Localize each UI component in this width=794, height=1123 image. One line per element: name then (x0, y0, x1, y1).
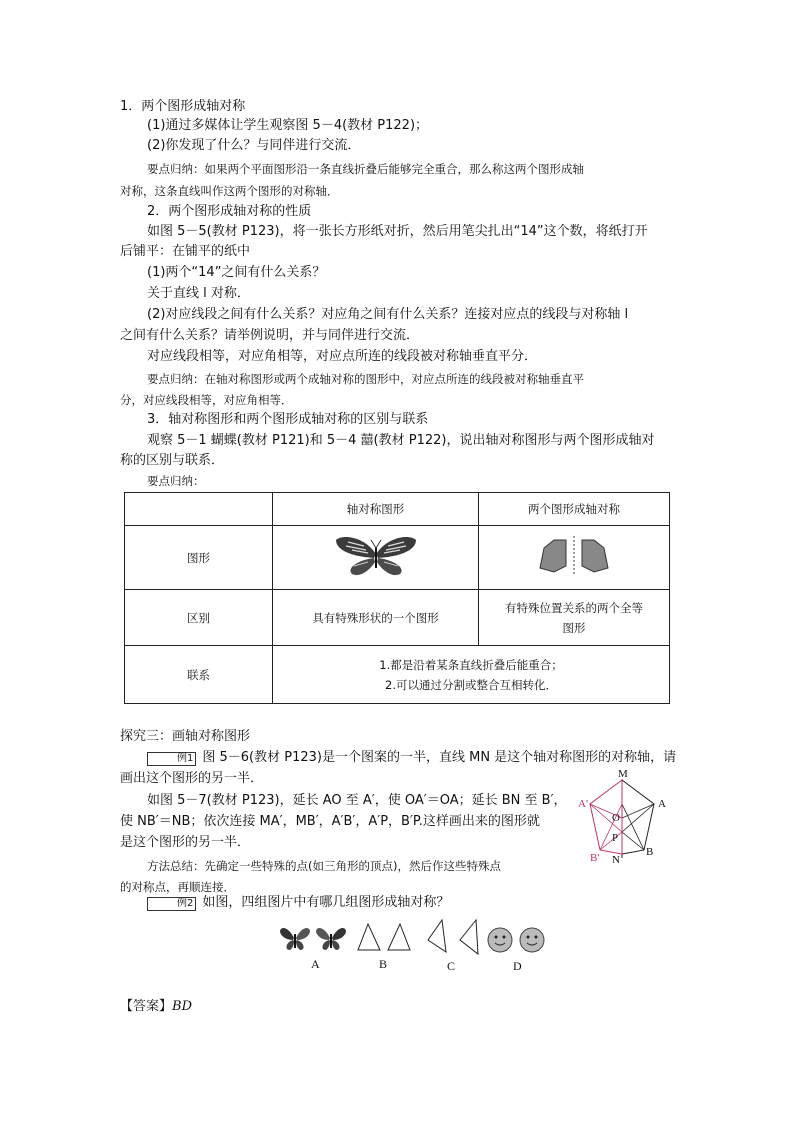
s2-key-line1: 要点归纳：在轴对称图形或两个成轴对称的图形中，对应点所连的线段被对称轴垂直平 (147, 372, 584, 386)
triangle-pair-icon (356, 922, 412, 954)
ex1-badge: 例1 (147, 752, 196, 766)
two-hexagons-figure (479, 526, 670, 590)
option-b-label: B (379, 957, 388, 971)
ex1-line1 (120, 748, 675, 768)
pentagon-figure (578, 768, 678, 866)
option-d-label: D (513, 959, 522, 973)
table-row-relation-label: 联系 (125, 646, 273, 704)
label-A: A (658, 798, 666, 810)
s2-intro-line2: 后铺平：在铺平的纸中 (120, 244, 251, 259)
option-d-faces (486, 926, 546, 954)
option-c-shapes (424, 918, 480, 956)
ex1-line2: 画出这个图形的另一半． (120, 771, 264, 786)
table-cell-two-figures-line2: 图形 (562, 620, 586, 635)
butterfly-pair-icon (278, 922, 350, 954)
two-shapes-icon (532, 534, 616, 578)
s2-intro-line1: 如图 5－5(教材 P123)，将一张长方形纸对折，然后用笔尖扎出“14”这个数，将纸打开 (147, 224, 648, 239)
table-relation-line2: 2.可以通过分割或整合互相转化． (385, 677, 557, 692)
table-cell-two-figures (479, 590, 670, 646)
ex1-solution-line2: 使 NB′＝NB；依次连接 MA′，MB′，A′B′，A′P，B′P.这样画出来的图形就 (120, 814, 540, 829)
butterfly-icon (334, 534, 418, 578)
s3-obs-line2: 称的区别与联系． (120, 453, 225, 468)
answer-line (120, 997, 675, 1017)
s2-title: 2．两个图形成轴对称的性质 (147, 204, 312, 219)
table-row-figure-label: 图形 (125, 526, 273, 590)
s3-key: 要点归纳： (147, 474, 205, 488)
s1-q2: (2)你发现了什么？与同伴进行交流． (147, 138, 361, 153)
label-O: O (612, 812, 620, 824)
label-A-prime: A′ (578, 798, 589, 810)
s2-a2: 对应线段相等，对应角相等，对应点所连的线段被对称轴垂直平分． (147, 349, 538, 364)
table-header-axis-symmetric: 轴对称图形 (273, 493, 479, 526)
slanted-shapes-icon (424, 918, 480, 956)
s2-q2-line1: (2)对应线段之间有什么关系？对应角之间有什么关系？连接对应点的线段与对称轴 l (147, 307, 629, 322)
method-summary-line2: 的对称点，再顺连接． (120, 880, 235, 894)
label-N: N (612, 854, 620, 866)
answer-label: 【答案】 (120, 999, 173, 1014)
table-cell-relation (273, 646, 670, 704)
table-relation-line1: 1.都是沿着某条直线折叠后能重合； (379, 657, 563, 672)
option-c-label: C (447, 959, 456, 973)
butterfly-figure (273, 526, 479, 590)
ex1-solution-line1: 如图 5－7(教材 P123)，延长 AO 至 A′，使 OA′＝OA；延长 BN 至 B′， (147, 793, 567, 808)
table-corner (125, 493, 273, 526)
table-cell-single-figure: 具有特殊形状的一个图形 (273, 590, 479, 646)
s1-key-line1: 要点归纳：如果两个平面图形沿一条直线折叠后能够完全重合，那么称这两个图形成轴 (147, 162, 584, 176)
s1-q1: (1)通过多媒体让学生观察图 5－4(教材 P122)； (147, 118, 429, 133)
label-M: M (618, 768, 628, 780)
ex1-solution-line3: 是这个图形的另一半． (120, 835, 251, 850)
s2-q2-line2: 之间有什么关系？请举例说明，并与同伴进行交流． (120, 328, 420, 343)
ex2-line (120, 893, 675, 913)
s3-title: 3．轴对称图形和两个图形成轴对称的区别与联系 (147, 412, 429, 427)
ex2-badge: 例2 (147, 897, 196, 911)
smiley-pair-icon (486, 926, 546, 954)
method-summary-line1: 方法总结：先确定一些特殊的点(如三角形的顶点)，然后作这些特殊点 (147, 859, 501, 873)
ex2-text: 如图，四组图片中有哪几组图形成轴对称？ (202, 895, 450, 910)
table-cell-two-figures-line1: 有特殊位置关系的两个全等 (505, 600, 643, 615)
explore-title: 探究三：画轴对称图形 (120, 729, 251, 744)
label-B: B (646, 846, 654, 858)
summary-table (124, 492, 670, 704)
s1-key-line2: 对称，这条直线叫作这两个图形的对称轴． (120, 184, 339, 198)
ex1-text: 图 5－6(教材 P123)是一个图案的一半，直线 MN 是这个轴对称图形的对称轴，请 (202, 750, 677, 765)
s2-key-line2: 分，对应线段相等，对应角相等． (120, 393, 293, 407)
option-a-label: A (311, 957, 320, 971)
answer-value: BD (172, 999, 192, 1014)
s1-title: 1．两个图形成轴对称 (120, 99, 246, 114)
option-b-triangles (356, 922, 412, 954)
label-B-prime: B′ (590, 852, 600, 864)
s2-a1: 关于直线 l 对称． (147, 286, 250, 301)
option-a-butterflies (278, 922, 350, 954)
table-header-two-figures: 两个图形成轴对称 (479, 493, 670, 526)
table-row-difference-label: 区别 (125, 590, 273, 646)
label-P: P (612, 832, 619, 844)
s3-obs-line1: 观察 5－1 蝴蝶(教材 P121)和 5－4 囍(教材 P122)，说出轴对称图形与两个图形成轴对 (147, 433, 655, 448)
s2-q1: (1)两个“14”之间有什么关系？ (147, 265, 326, 280)
